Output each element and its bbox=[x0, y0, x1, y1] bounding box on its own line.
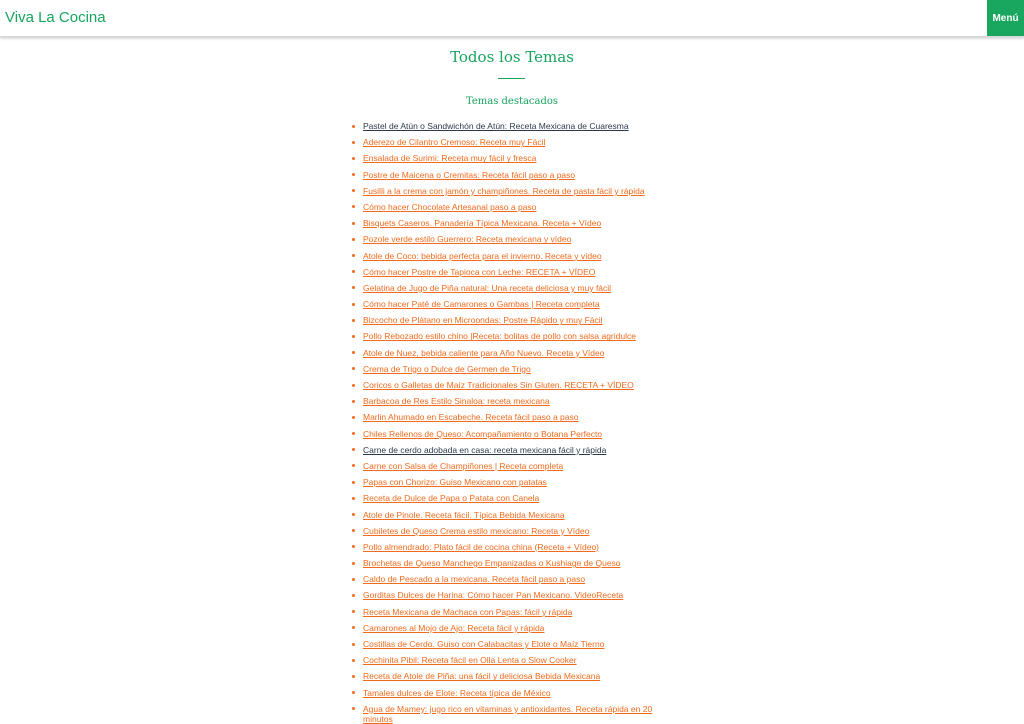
bullet-icon bbox=[352, 513, 355, 516]
topic-list-item bbox=[351, 426, 661, 442]
topic-link[interactable]: Agua de Mamey: jugo rico en vitaminas y antioxidantes. Receta rápida en 20 minutos bbox=[363, 703, 653, 724]
topic-list-item bbox=[351, 377, 661, 393]
topic-list-item bbox=[351, 361, 661, 377]
topic-link[interactable]: Cómo hacer Postre de Tapioca con Leche: RECETA + VÍDEO bbox=[363, 266, 596, 277]
topic-link[interactable]: Atole de Pinole. Receta fácil. Típica Bebida Mexicana bbox=[363, 509, 565, 520]
topic-link[interactable]: Carne de cerdo adobada en casa: receta mexicana fácil y rápida bbox=[363, 444, 607, 455]
bullet-icon bbox=[352, 319, 355, 322]
bullet-icon bbox=[352, 125, 355, 128]
topic-link[interactable]: Gorditas Dulces de Harina: Cómo hacer Pan Mexicano. VideoReceta bbox=[363, 590, 624, 601]
topic-list-item bbox=[351, 280, 661, 296]
topic-link[interactable]: Tamales dulces de Elote: Receta típica de México bbox=[363, 687, 551, 698]
topic-list-item bbox=[351, 345, 661, 361]
topic-list-item bbox=[351, 183, 661, 199]
bullet-icon bbox=[352, 594, 355, 597]
topic-link[interactable]: Postre de Maicena o Cremitas: Receta fácil paso a paso bbox=[363, 169, 576, 180]
bullet-icon bbox=[352, 481, 355, 484]
bullet-icon bbox=[352, 141, 355, 144]
bullet-icon bbox=[352, 464, 355, 467]
bullet-icon bbox=[352, 254, 355, 257]
topic-link[interactable]: Cubiletes de Queso Crema estilo mexicano: Receta y Vídeo bbox=[363, 525, 590, 536]
bullet-icon bbox=[352, 497, 355, 500]
bullet-icon bbox=[352, 384, 355, 387]
bullet-icon bbox=[352, 562, 355, 565]
topic-list-item bbox=[351, 296, 661, 312]
bullet-icon bbox=[352, 448, 355, 451]
topic-list-item bbox=[351, 587, 661, 603]
topic-list-item bbox=[351, 409, 661, 425]
bullet-icon bbox=[352, 351, 355, 354]
topic-link[interactable]: Cómo hacer Paté de Camarones o Gambas | Receta completa bbox=[363, 299, 600, 310]
site-logo-link[interactable]: Viva La Cocina bbox=[5, 9, 106, 26]
topic-link[interactable]: Carne con Salsa de Champiñones | Receta completa bbox=[363, 460, 564, 471]
topic-list-item bbox=[351, 215, 661, 231]
topic-link[interactable]: Caldo de Pescado a la mexicana. Receta fácil paso a paso bbox=[363, 574, 586, 585]
topic-list-item bbox=[351, 312, 661, 328]
topic-list-item bbox=[351, 134, 661, 150]
topic-list-item bbox=[351, 118, 661, 134]
featured-topics-list bbox=[351, 118, 661, 724]
bullet-icon bbox=[352, 675, 355, 678]
topic-list-item bbox=[351, 668, 661, 684]
bullet-icon bbox=[352, 173, 355, 176]
topic-link[interactable]: Atole de Nuez, bebida caliente para Año Nuevo. Receta y Vídeo bbox=[363, 347, 605, 358]
bullet-icon bbox=[352, 578, 355, 581]
topic-list-item bbox=[351, 507, 661, 523]
topic-link[interactable]: Pozole verde estilo Guerrero: Receta mexicana y vídeo bbox=[363, 234, 572, 245]
page-title: Todos los Temas bbox=[450, 48, 574, 66]
topic-link[interactable]: Receta de Atole de Piña: una fácil y deliciosa Bebida Mexicana bbox=[363, 671, 601, 682]
bullet-icon bbox=[352, 626, 355, 629]
bullet-icon bbox=[352, 270, 355, 273]
topic-link[interactable]: Coricos o Galletas de Maíz Tradicionales Sin Gluten. RECETA + VÍDEO bbox=[363, 380, 634, 390]
topic-list-item bbox=[351, 231, 661, 247]
topic-list-item bbox=[351, 458, 661, 474]
topic-list-item bbox=[351, 490, 661, 506]
topic-list-item bbox=[351, 199, 661, 215]
topic-list-item bbox=[351, 652, 661, 668]
topic-link[interactable]: Bisquets Caseros. Panadería Típica Mexicana. Receta + Vídeo bbox=[363, 218, 602, 229]
menu-button[interactable]: Menú bbox=[987, 0, 1024, 36]
bullet-icon bbox=[352, 400, 355, 403]
topic-list-item bbox=[351, 442, 661, 458]
topic-link[interactable]: Papas con Chorizo: Guiso Mexicano con patatas bbox=[363, 477, 547, 488]
bullet-icon bbox=[352, 157, 355, 160]
bullet-icon bbox=[352, 367, 355, 370]
topic-link[interactable]: Receta Mexicana de Machaca con Papas: fácil y rápida bbox=[363, 606, 573, 617]
topic-link[interactable]: Ensalada de Surimi: Receta muy fácil y fresca bbox=[363, 153, 537, 164]
bullet-icon bbox=[352, 205, 355, 208]
topic-link[interactable]: Cómo hacer Chocolate Artesanal paso a paso bbox=[363, 201, 537, 212]
topic-list-item bbox=[351, 636, 661, 652]
topic-list-item bbox=[351, 523, 661, 539]
topic-link[interactable]: Cochinita Pibil: Receta fácil en Olla Lenta o Slow Cooker bbox=[363, 655, 577, 666]
bullet-icon bbox=[352, 416, 355, 419]
bullet-icon bbox=[352, 707, 355, 710]
topic-list-item bbox=[351, 555, 661, 571]
topic-link[interactable]: Camarones al Mojo de Ajo: Receta fácil y rápida bbox=[363, 622, 545, 633]
bullet-icon bbox=[352, 659, 355, 662]
title-divider bbox=[498, 78, 525, 79]
topic-link[interactable]: Brochetas de Queso Manchego Empanizadas o Kushiage de Queso bbox=[363, 558, 621, 569]
topic-list-item bbox=[351, 474, 661, 490]
topic-list-item bbox=[351, 701, 661, 724]
topic-list-item bbox=[351, 248, 661, 264]
topic-link[interactable]: Marlin Ahumado en Escabeche. Receta fácil paso a paso bbox=[363, 412, 579, 423]
bullet-icon bbox=[352, 286, 355, 289]
topic-list-item bbox=[351, 150, 661, 166]
topic-link[interactable]: Fusilli a la crema con jamón y champiñones. Receta de pasta fácil y rápida bbox=[363, 185, 645, 196]
bullet-icon bbox=[352, 529, 355, 532]
bullet-icon bbox=[352, 222, 355, 225]
bullet-icon bbox=[352, 691, 355, 694]
topic-link[interactable]: Bizcocho de Plátano en Microondas: Postre Rápido y muy Fácil bbox=[363, 315, 603, 326]
bullet-icon bbox=[352, 189, 355, 192]
topic-link[interactable]: Costillas de Cerdo. Guiso con Calabacitas y Elote o Maíz Tierno bbox=[363, 639, 605, 649]
topic-link[interactable]: Aderezo de Cilantro Cremoso: Receta muy Fácil bbox=[363, 137, 546, 148]
topic-link[interactable]: Pastel de Atún o Sandwichón de Atún: Receta Mexicana de Cuaresma bbox=[363, 121, 629, 131]
bullet-icon bbox=[352, 335, 355, 338]
topic-link[interactable]: Gelatina de Jugo de Piña natural: Una receta deliciosa y muy fácil bbox=[363, 282, 612, 293]
topic-link[interactable]: Barbacoa de Res Estilo Sinaloa: receta mexicana bbox=[363, 396, 550, 407]
bullet-icon bbox=[352, 643, 355, 646]
bullet-icon bbox=[352, 303, 355, 306]
topic-link[interactable]: Pollo Rebozado estilo chino |Receta: bolitas de pollo con salsa agridulce bbox=[363, 331, 636, 342]
bullet-icon bbox=[352, 545, 355, 548]
topic-list-item bbox=[351, 571, 661, 587]
topic-list-item bbox=[351, 393, 661, 409]
topic-list-item bbox=[351, 604, 661, 620]
bullet-icon bbox=[352, 610, 355, 613]
topic-list-item bbox=[351, 328, 661, 344]
topic-link[interactable]: Atole de Coco: bebida perfecta para el invierno. Receta y vídeo bbox=[363, 250, 602, 261]
topic-link[interactable]: Chiles Rellenos de Queso: Acompañamiento o Botana Perfecto bbox=[363, 428, 603, 439]
topic-list-item bbox=[351, 167, 661, 183]
topic-link[interactable]: Pollo almendrado: Plato fácil de cocina china (Receta + Vídeo) bbox=[363, 541, 600, 552]
site-header bbox=[0, 0, 1024, 37]
topic-list-item bbox=[351, 539, 661, 555]
topic-list-item bbox=[351, 620, 661, 636]
bullet-icon bbox=[352, 238, 355, 241]
topic-link[interactable]: Crema de Trigo o Dulce de Germen de Trigo bbox=[363, 363, 531, 374]
section-title: Temas destacados bbox=[465, 96, 559, 107]
bullet-icon bbox=[352, 432, 355, 435]
topic-list-item bbox=[351, 264, 661, 280]
topic-list-item bbox=[351, 685, 661, 701]
topic-link[interactable]: Receta de Dulce de Papa o Patata con Canela bbox=[363, 493, 540, 504]
